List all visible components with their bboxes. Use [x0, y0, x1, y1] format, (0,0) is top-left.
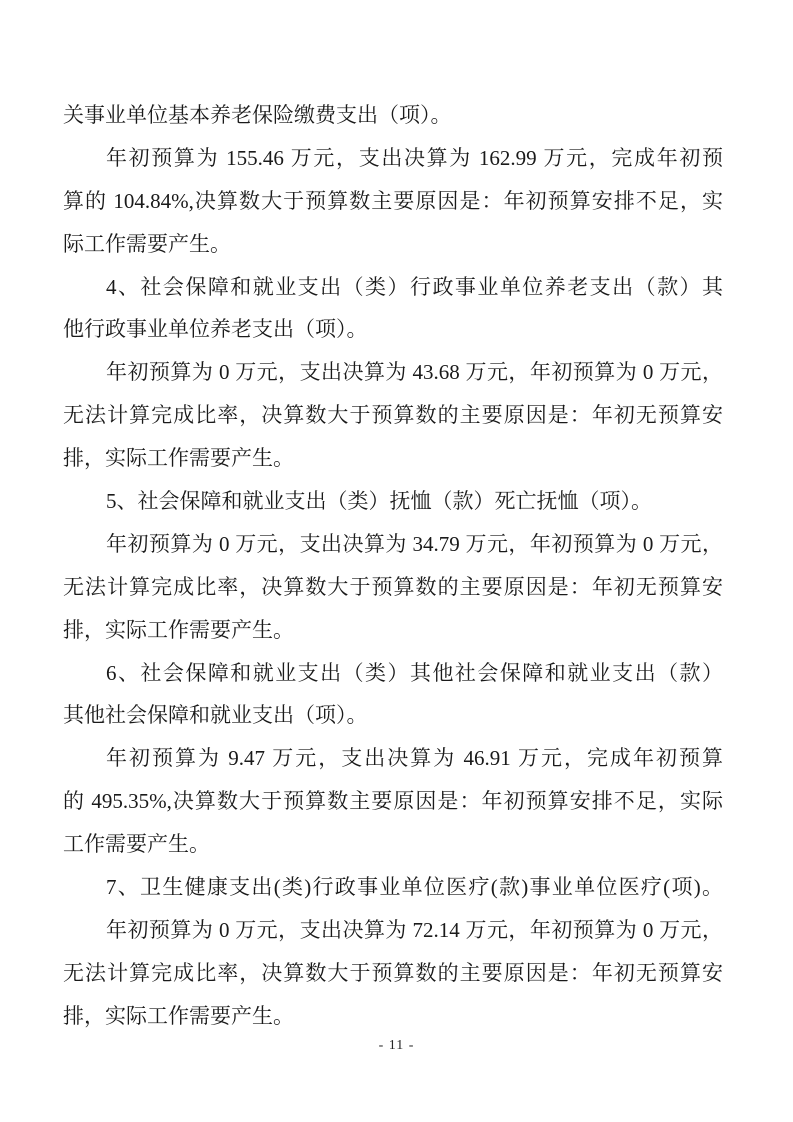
page-number: - 11 - [378, 1038, 415, 1053]
document-body [63, 94, 723, 1038]
text-line: 排，实际工作需要产生。 [63, 617, 294, 642]
text-line: 无法计算完成比率，决算数大于预算数的主要原因是：年初无预算安 [63, 403, 723, 428]
item-5-budget-detail [63, 523, 723, 652]
text-line: 6、社会保障和就业支出（类）其他社会保障和就业支出（款） [106, 660, 723, 685]
text-line: 排，实际工作需要产生。 [63, 446, 294, 471]
item-7-budget-detail [63, 909, 723, 1038]
item-4-heading [63, 266, 723, 352]
text-line: 算的 104.84%,决算数大于预算数主要原因是：年初预算安排不足，实 [63, 188, 723, 213]
text-line: 年初预算为 9.47 万元，支出决算为 46.91 万元，完成年初预算 [106, 746, 723, 771]
item-7-heading [63, 866, 723, 909]
text-line: 他行政事业单位养老支出（项）。 [63, 317, 368, 342]
text-line: 年初预算为 155.46 万元，支出决算为 162.99 万元，完成年初预 [106, 145, 723, 170]
text-line: 7、卫生健康支出(类)行政事业单位医疗(款)事业单位医疗(项)。 [106, 875, 723, 900]
text-line: 其他社会保障和就业支出（项）。 [63, 703, 368, 728]
text-line: 关事业单位基本养老保险缴费支出（项）。 [63, 103, 452, 127]
text-line: 工作需要产生。 [63, 832, 210, 857]
text-line: 无法计算完成比率，决算数大于预算数的主要原因是：年初无预算安 [63, 574, 723, 599]
text-line: 年初预算为 0 万元，支出决算为 72.14 万元，年初预算为 0 万元， [106, 917, 723, 942]
text-line: 际工作需要产生。 [63, 231, 231, 256]
paragraph-budget-detail-3 [63, 137, 723, 266]
text-line: 5、社会保障和就业支出（类）抚恤（款）死亡抚恤（项）。 [106, 489, 652, 514]
page-footer [0, 1036, 793, 1054]
item-6-heading [63, 652, 723, 738]
item-6-budget-detail [63, 737, 723, 866]
text-line: 年初预算为 0 万元，支出决算为 43.68 万元，年初预算为 0 万元， [106, 360, 723, 385]
text-line: 无法计算完成比率，决算数大于预算数的主要原因是：年初无预算安 [63, 960, 723, 985]
text-line: 排，实际工作需要产生。 [63, 1003, 294, 1028]
text-line: 年初预算为 0 万元，支出决算为 34.79 万元，年初预算为 0 万元， [106, 531, 723, 556]
item-4-budget-detail [63, 351, 723, 480]
item-5-heading [63, 480, 723, 523]
text-line: 4、社会保障和就业支出（类）行政事业单位养老支出（款）其 [106, 274, 723, 299]
paragraph-continuation [63, 94, 723, 137]
text-line: 的 495.35%,决算数大于预算数主要原因是：年初预算安排不足，实际 [63, 789, 723, 814]
